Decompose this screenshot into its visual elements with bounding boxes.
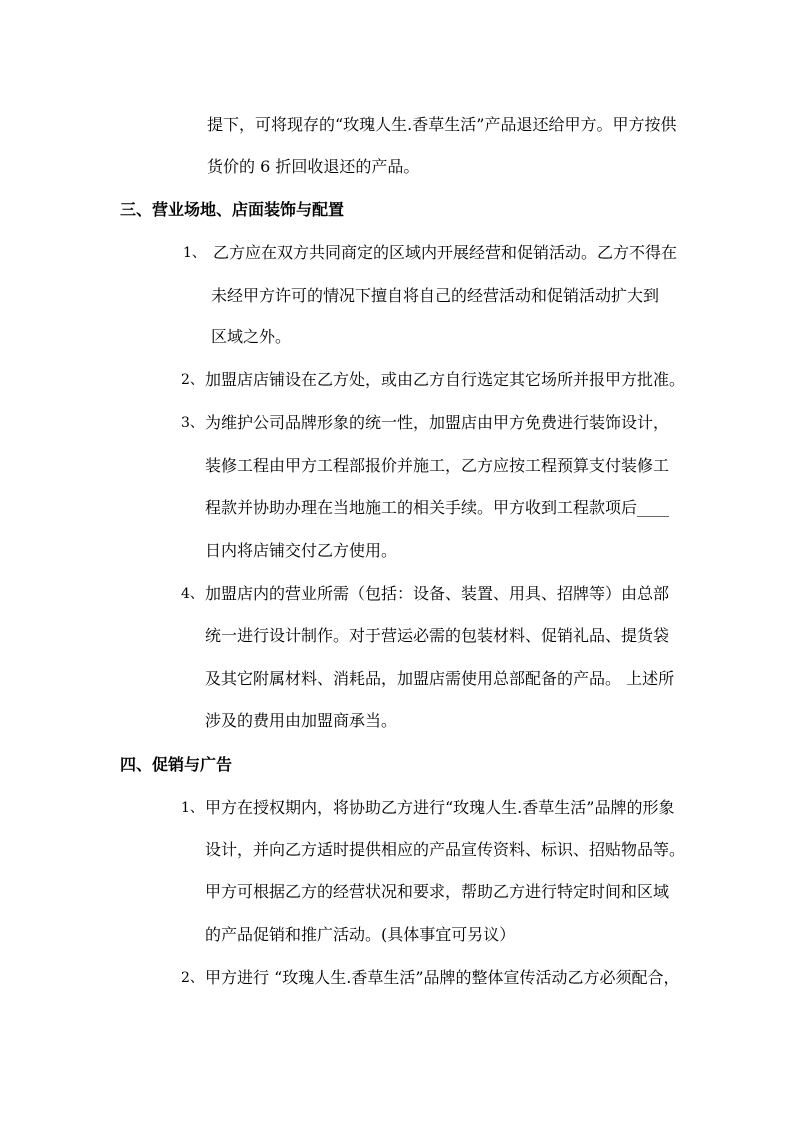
list-item-line: 的产品促销和推广活动。(具体事宜可另议） (205, 925, 516, 944)
list-item-line: 加盟店店铺设在乙方处，或由乙方自行选定其它场所并报甲方批准。 (205, 370, 686, 389)
list-item-line: 区域之外。 (211, 327, 292, 346)
paragraph-line: 提下，可将现存的“玫瑰人生.香草生活”产品退还给甲方。甲方按供 (207, 115, 677, 134)
list-number: 1、 (181, 800, 204, 816)
list-number: 1、 (183, 245, 206, 261)
list-item-line: 甲方在授权期内，将协助乙方进行“玫瑰人生.香草生活”品牌的形象 (205, 798, 675, 817)
list-item-line: 涉及的费用由加盟商承当。 (205, 711, 398, 730)
list-item-line: 统一进行设计制作。对于营运必需的包装材料、促销礼品、提货袋 (205, 626, 670, 645)
list-number: 2、 (181, 372, 204, 388)
list-item-line: 及其它附属材料、消耗品，加盟店需使用总部配备的产品。 上述所 (205, 669, 675, 688)
list-item-line: 乙方应在双方共同商定的区域内开展经营和促销活动。乙方不得在 (213, 243, 678, 262)
list-item-line: 未经甲方许可的情况下擅自将自己的经营活动和促销活动扩大到 (211, 286, 660, 305)
section-heading: 四、促销与广告 (120, 755, 233, 774)
list-item-line: 日内将店铺交付乙方使用。 (205, 541, 398, 560)
list-number: 4、 (181, 586, 204, 602)
list-item-line: 装修工程由甲方工程部报价并施工，乙方应按工程预算支付装修工 (205, 456, 670, 475)
list-number: 2、 (181, 970, 204, 986)
list-item-line: 加盟店内的营业所需（包括：设备、装置、用具、招牌等）由总部 (205, 584, 670, 603)
list-number: 3、 (181, 415, 204, 431)
section-heading: 三、营业场地、店面装饰与配置 (120, 200, 345, 219)
list-item-line: 设计，并向乙方适时提供相应的产品宣传资料、标识、招贴物品等。 (205, 840, 686, 859)
list-item-line: 甲方进行 “玫瑰人生.香草生活”品牌的整体宣传活动乙方必须配合， (205, 968, 680, 987)
paragraph-line: 货价的 6 折回收退还的产品。 (207, 157, 420, 176)
list-item-line: 甲方可根据乙方的经营状况和要求，帮助乙方进行特定时间和区域 (205, 882, 670, 901)
list-item-line: 为维护公司品牌形象的统一性，加盟店由甲方免费进行装饰设计， (205, 413, 670, 432)
list-item-line: 程款并协助办理在当地施工的相关手续。甲方收到工程款项后____ (205, 498, 670, 517)
